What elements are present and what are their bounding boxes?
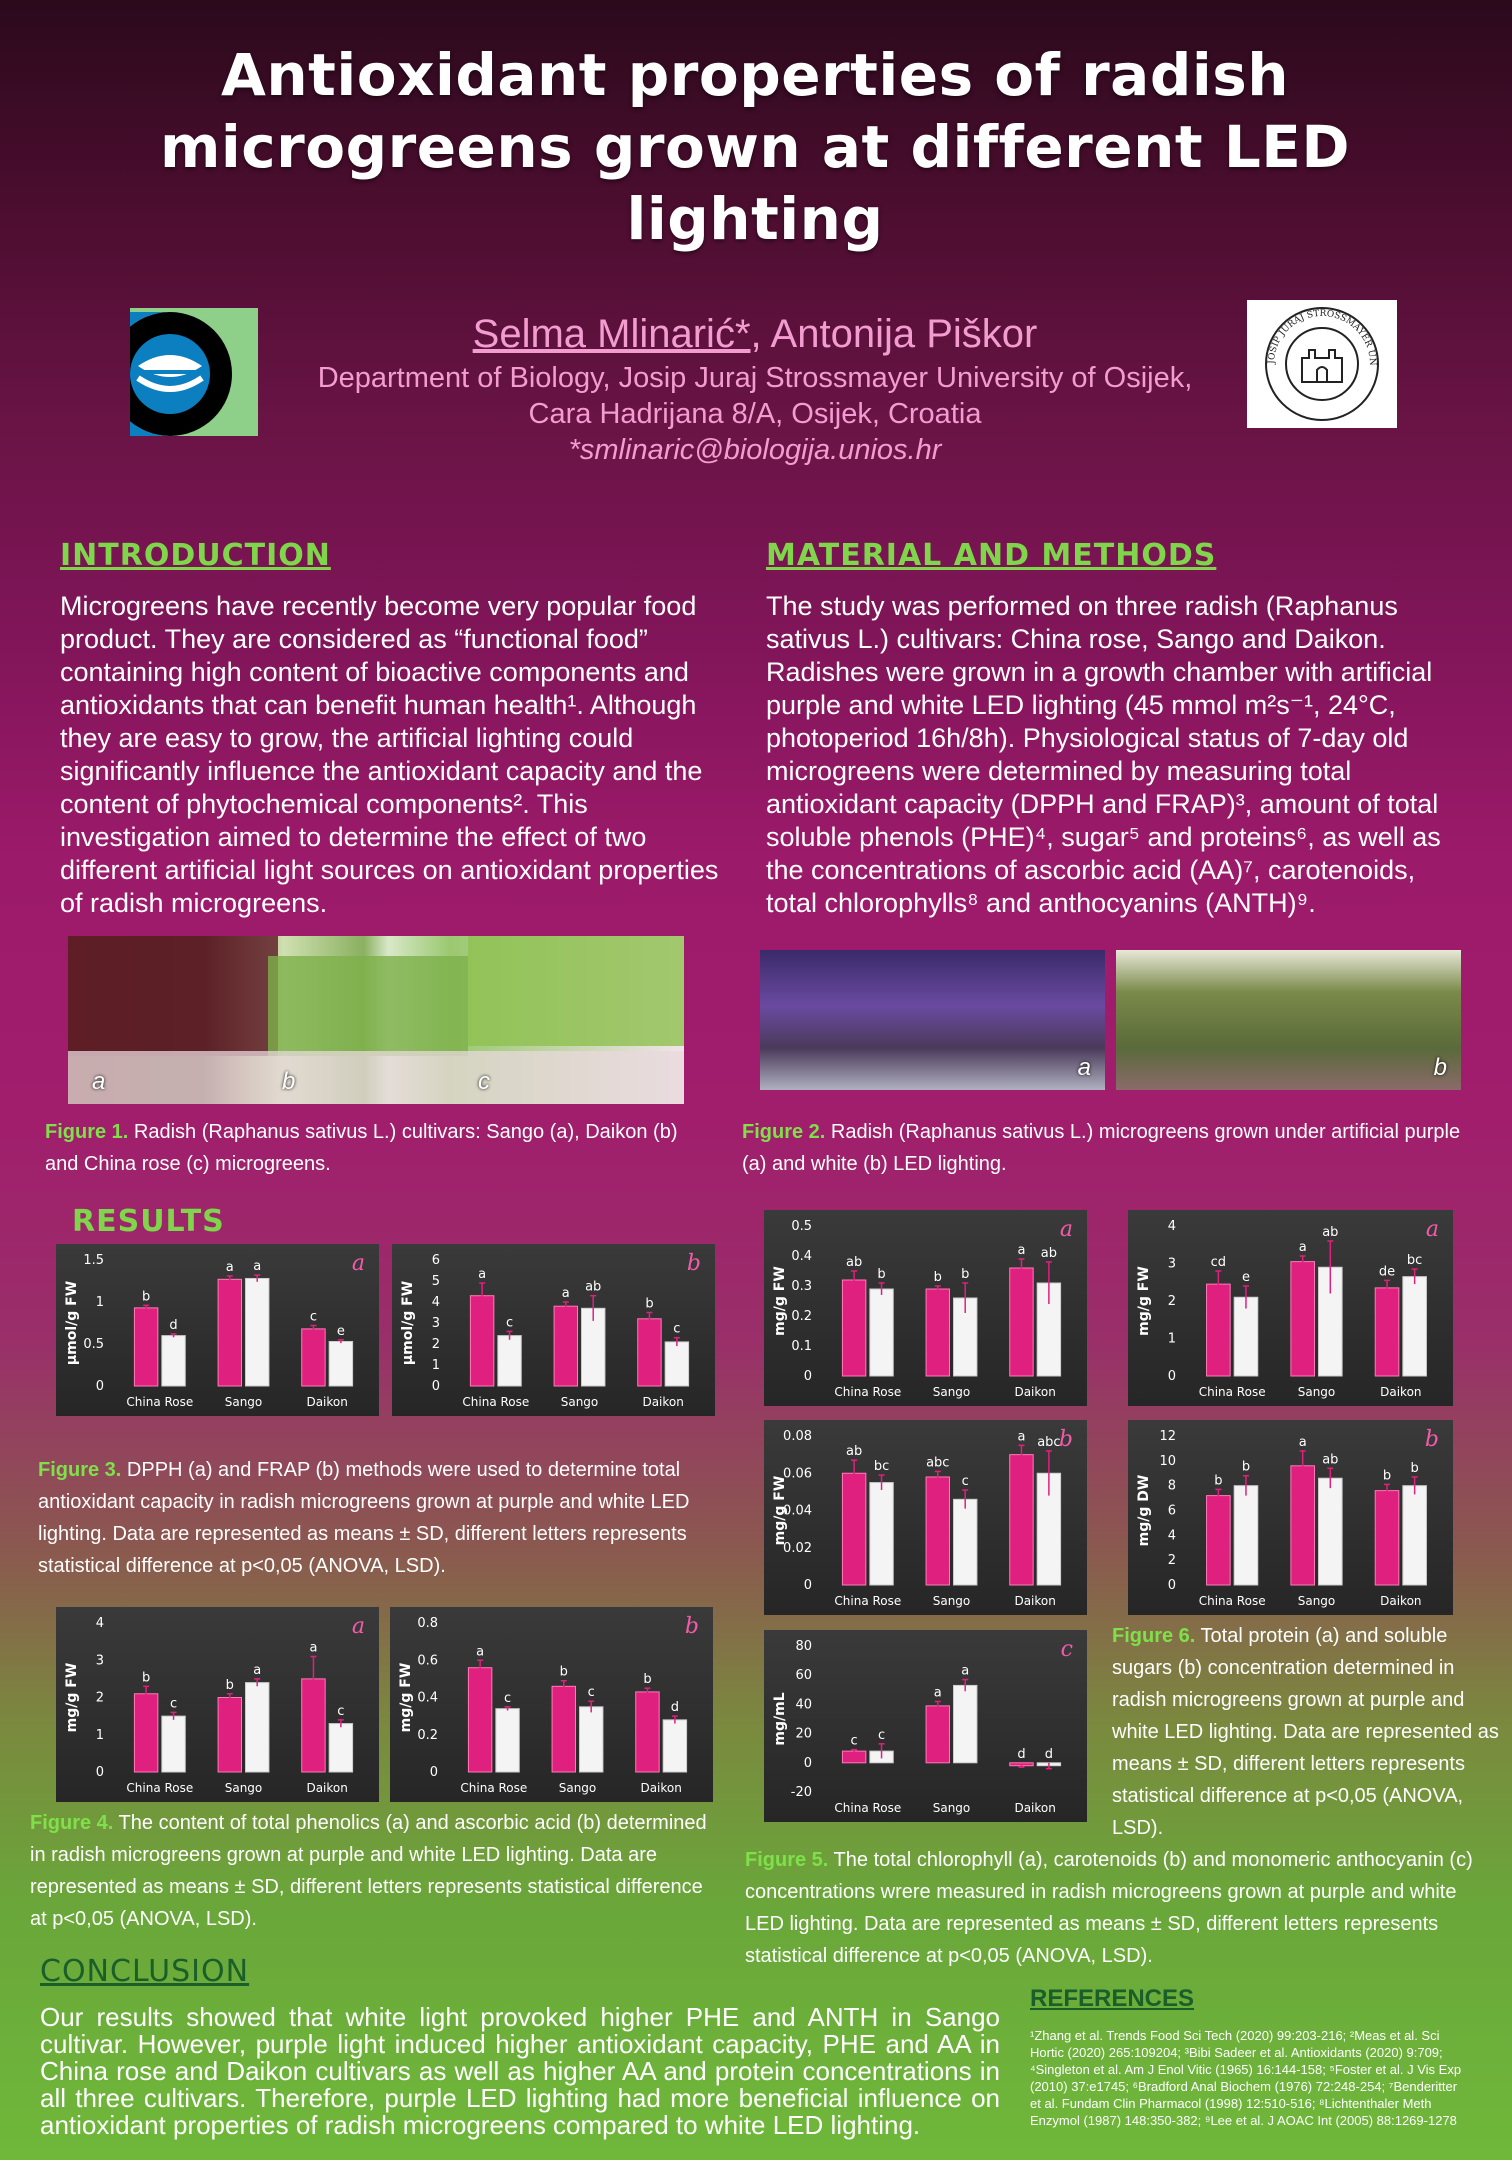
x-tick-label: Daikon <box>1014 1801 1056 1815</box>
x-tick-label: Sango <box>558 1781 597 1795</box>
bar <box>580 1707 603 1772</box>
y-tick-label: 3 <box>95 1653 104 1669</box>
y-tick-label: 0 <box>431 1379 440 1394</box>
y-tick-label: 8 <box>1167 1478 1176 1494</box>
y-axis-label: mg/g FW <box>1136 1266 1152 1336</box>
figure4-caption: Figure 4. The content of total phenolics (a) and ascorbic acid (b) determined in radish microgreens grown at purple and white LED lighting. Data are represented as means ± SD, different letters represents statistical difference at p<0,05 (ANOVA, LSD). <box>30 1812 707 1930</box>
significance-letter: c <box>169 1696 178 1712</box>
y-tick-label: 0 <box>95 1765 104 1780</box>
x-tick-label: China Rose <box>834 1385 902 1399</box>
significance-letter: b <box>645 1296 654 1312</box>
significance-letter: a <box>476 1644 485 1660</box>
y-axis-label: µmol/g FW <box>64 1280 80 1366</box>
bar <box>842 1473 865 1585</box>
significance-letter: c <box>503 1690 512 1706</box>
y-tick-label: 40 <box>795 1697 812 1713</box>
bar <box>1375 1491 1399 1585</box>
bar <box>870 1483 893 1585</box>
chart-svg <box>390 1607 713 1802</box>
significance-letter: a <box>933 1685 942 1701</box>
bar <box>1403 1486 1427 1585</box>
photo-label-b: b <box>282 1068 296 1095</box>
x-tick-label: Daikon <box>306 1395 348 1409</box>
bar <box>218 1279 241 1386</box>
bar <box>1010 1455 1033 1585</box>
bar <box>552 1686 575 1772</box>
panel-letter: b <box>1058 1427 1073 1452</box>
y-tick-label: 0.08 <box>783 1429 812 1444</box>
significance-letter: d <box>1044 1746 1054 1762</box>
introduction-heading: INTRODUCTION <box>60 538 331 573</box>
chart-svg <box>764 1420 1087 1615</box>
x-tick-label: Daikon <box>1380 1385 1422 1399</box>
significance-letter: bc <box>873 1459 890 1475</box>
significance-letter: b <box>559 1664 568 1680</box>
significance-letter: ab <box>846 1444 863 1460</box>
panel-letter: a <box>351 1251 365 1276</box>
significance-letter: b <box>1241 1459 1251 1475</box>
x-tick-label: Daikon <box>642 1395 684 1409</box>
panel-letter: b <box>1424 1427 1439 1452</box>
bar <box>636 1692 659 1772</box>
photo-label-b: b <box>1433 1054 1447 1081</box>
significance-letter: a <box>309 1640 318 1656</box>
co-author: , Antonija Piškor <box>750 312 1038 356</box>
y-tick-label: 1 <box>431 1358 440 1373</box>
y-tick-label: 2 <box>431 1337 440 1352</box>
y-axis-label: mg/g FW <box>398 1662 414 1733</box>
y-tick-label: 0.2 <box>417 1727 438 1743</box>
authors <box>300 312 1210 357</box>
significance-letter: b <box>933 1270 942 1285</box>
x-tick-label: Sango <box>932 1801 971 1815</box>
y-tick-label: 3 <box>1167 1256 1176 1272</box>
y-tick-label: 60 <box>795 1668 812 1684</box>
affiliation-line-1: Department of Biology, Josip Juraj Strossmayer University of Osijek, <box>317 362 1193 394</box>
methods-text: The study was performed on three radish (Raphanus sativus L.) cultivars: China rose, Sango and Daikon. Radishes were grown in a growth chamber with artificial purple and white LED lighting (45 mmol m²s⁻¹, 24°C, photoperiod 16h/8h). Physiological status of 7-day old microgreens were determined by measuring total antioxidant capacity (DPPH and FRAP)³, amount of total soluble phenols (PHE)⁴, sugar⁵ and proteins⁶, as well as the concentrations of ascorbic acid (AA)⁷, carotenoids, total chlorophylls⁸ and anthocyanins (ANTH)⁹. <box>766 591 1441 918</box>
photo-label-c: c <box>478 1068 490 1095</box>
bar <box>162 1336 185 1386</box>
significance-letter: c <box>850 1733 858 1749</box>
figure1-photo <box>68 936 684 1104</box>
contact-email[interactable]: *smlinaric@biologija.unios.hr <box>568 434 942 466</box>
x-tick-label: Daikon <box>306 1781 348 1795</box>
chart-ascorbic-acid <box>390 1607 713 1802</box>
significance-letter: c <box>337 1703 345 1719</box>
x-tick-label: Daikon <box>640 1781 682 1795</box>
bar <box>1319 1478 1343 1585</box>
significance-letter: a <box>225 1259 234 1275</box>
bar <box>954 1685 977 1762</box>
chart-svg <box>764 1210 1087 1406</box>
bar <box>663 1720 686 1772</box>
photo-label-a: a <box>92 1068 106 1095</box>
conclusion-text: Our results showed that white light provoked higher PHE and ANTH in Sango cultivar. However, purple light induced higher antioxidant capacity, PHE and AA in China rose and Daikon cultivars as well as higher AA and protein concentrations in all three cultivars. Therefore, purple LED lighting had more beneficial influence on antioxidant properties of radish microgreens compared to white LED lighting. <box>40 2002 1000 2140</box>
y-axis-label: mg/g FW <box>64 1662 80 1733</box>
bar <box>870 1289 893 1376</box>
y-tick-label: 0.6 <box>417 1653 438 1669</box>
photo-label-a: a <box>1077 1054 1091 1081</box>
figure1-caption: Figure 1. Radish (Raphanus sativus L.) cultivars: Sango (a), Daikon (b) and China rose (c) microgreens. <box>45 1121 678 1175</box>
bar <box>1375 1288 1399 1376</box>
x-tick-label: Daikon <box>1014 1594 1056 1608</box>
chart-chlorophyll <box>764 1210 1087 1406</box>
panel-letter: c <box>1060 1637 1073 1662</box>
figure3-caption: Figure 3. DPPH (a) and FRAP (b) methods were used to determine total antioxidant capacity in radish microgreens grown at purple and white LED lighting. Data are represented as means ± SD, different letters represents statistical difference at p<0,05 (ANOVA, LSD). <box>38 1459 690 1577</box>
x-tick-label: Sango <box>1297 1385 1336 1399</box>
x-tick-label: China Rose <box>1198 1385 1266 1399</box>
y-tick-label: 6 <box>431 1253 440 1268</box>
significance-letter: d <box>670 1700 680 1716</box>
x-tick-label: Sango <box>560 1395 599 1409</box>
panel-letter: a <box>1059 1217 1073 1242</box>
significance-letter: c <box>309 1309 318 1325</box>
y-axis-label: mg/g FW <box>772 1266 788 1336</box>
x-tick-label: Sango <box>932 1594 971 1608</box>
y-tick-label: 0.04 <box>783 1503 812 1519</box>
university-seal-logo <box>1247 300 1397 428</box>
x-tick-label: Daikon <box>1014 1385 1056 1399</box>
chart-svg <box>1128 1210 1453 1406</box>
methods-heading: MATERIAL AND METHODS <box>766 538 1217 573</box>
y-tick-label: 0.4 <box>791 1249 812 1264</box>
significance-letter: a <box>1017 1429 1026 1445</box>
significance-letter: b <box>225 1677 234 1693</box>
x-tick-label: Sango <box>1297 1594 1336 1608</box>
x-tick-label: China Rose <box>834 1801 902 1815</box>
bar <box>218 1698 241 1773</box>
figure2-photo-white <box>1116 950 1461 1090</box>
poster-title: Antioxidant properties of radish microgreens grown at different LED lighting <box>159 41 1351 253</box>
y-tick-label: 1.5 <box>83 1253 104 1268</box>
significance-letter: a <box>253 1662 262 1678</box>
y-tick-label: 80 <box>795 1639 812 1654</box>
y-tick-label: 0 <box>1167 1369 1176 1384</box>
significance-letter: c <box>877 1727 886 1743</box>
figure6-caption: Figure 6. Total protein (a) and soluble sugars (b) concentration determined in radish microgreens grown at purple and white LED lighting. Data are represented as means ± SD, different letters represents statistical difference at p<0,05 (ANOVA, LSD). <box>1112 1625 1499 1839</box>
panel-letter: a <box>351 1614 365 1639</box>
seal-text: JOSIP JURAJ STROSSMAYER UN <box>1266 308 1378 366</box>
y-axis-label: mg/mL <box>772 1692 788 1746</box>
affiliation-line-2: Cara Hadrijana 8/A, Osijek, Croatia <box>528 398 982 430</box>
bar <box>134 1694 157 1772</box>
y-tick-label: 0 <box>1167 1578 1176 1593</box>
first-author[interactable]: Selma Mlinarić* <box>472 312 751 356</box>
bar <box>1207 1496 1231 1585</box>
significance-letter: b <box>1214 1473 1223 1489</box>
y-tick-label: 1 <box>1167 1331 1176 1347</box>
bar <box>162 1716 185 1772</box>
significance-letter: a <box>1017 1243 1026 1258</box>
bar <box>926 1706 949 1763</box>
bar <box>665 1342 688 1386</box>
x-tick-label: China Rose <box>1198 1594 1266 1608</box>
figure2-photo-purple <box>760 950 1105 1090</box>
bar <box>554 1306 577 1386</box>
significance-letter: b <box>141 1289 151 1305</box>
figure2-caption: Figure 2. Radish (Raphanus sativus L.) microgreens grown under artificial purple (a) and white (b) LED lighting. <box>742 1121 1461 1175</box>
chart-protein <box>1128 1210 1453 1406</box>
bar <box>1234 1486 1258 1585</box>
references-text: ¹Zhang et al. Trends Food Sci Tech (2020) 99:203-216; ²Meas et al. Sci Hortic (2020) 265:109204; ³Bibi Sadeer et al. Antioxidants (2020) 9:709; ⁴Singleton et al. Am J Enol Vitic (1965) 16:144-158; ⁵Foster et al. J Vis Exp (2010) 37:e1745; ⁶Bradford Anal Biochem (1976) 72:248-254; ⁷Benderitter et al. Fundam Clin Pharmacol (1998) 12:510-516; ⁸Lichtenthaler Meth Enzymol (1987) 148:350-382; ⁹Lee et al. J AOAC Int (2005) 88:1269-1278 <box>1030 2028 1462 2128</box>
bar <box>638 1319 661 1386</box>
chart-frap <box>392 1244 715 1416</box>
y-tick-label: 0 <box>803 1369 812 1384</box>
chart-svg <box>56 1244 379 1416</box>
y-tick-label: 1 <box>95 1727 104 1743</box>
bar <box>1291 1262 1315 1376</box>
y-tick-label: 5 <box>431 1274 440 1289</box>
y-axis-label: mg/g FW <box>772 1475 788 1546</box>
bar <box>1403 1277 1427 1376</box>
significance-letter: a <box>561 1286 570 1301</box>
y-tick-label: 4 <box>431 1295 440 1310</box>
bar <box>498 1336 521 1386</box>
bar <box>468 1668 491 1772</box>
bar <box>1207 1284 1231 1376</box>
bar <box>246 1278 269 1386</box>
bar <box>496 1709 519 1772</box>
y-tick-label: 0 <box>95 1379 104 1394</box>
bar <box>329 1724 352 1772</box>
y-tick-label: 0.2 <box>791 1309 812 1324</box>
significance-letter: ab <box>585 1279 602 1295</box>
y-tick-label: 0.8 <box>417 1616 438 1631</box>
significance-letter: b <box>1382 1468 1392 1484</box>
significance-letter: de <box>1378 1264 1396 1280</box>
significance-letter: abc <box>1037 1434 1061 1450</box>
panel-letter: b <box>684 1614 699 1639</box>
y-tick-label: -20 <box>790 1785 812 1800</box>
y-tick-label: 0.4 <box>417 1690 438 1706</box>
y-tick-label: 0.5 <box>791 1219 812 1234</box>
significance-letter: b <box>643 1672 652 1688</box>
y-tick-label: 1 <box>95 1295 104 1310</box>
y-tick-label: 0 <box>803 1578 812 1593</box>
y-tick-label: 2 <box>1167 1553 1176 1569</box>
y-axis-label: mg/g DW <box>1136 1474 1152 1547</box>
conclusion-heading: CONCLUSION <box>40 1954 250 1989</box>
significance-letter: a <box>478 1267 487 1283</box>
y-tick-label: 0.1 <box>791 1339 812 1354</box>
significance-letter: ab <box>1040 1246 1057 1261</box>
bar <box>1234 1297 1258 1376</box>
chart-dpph <box>56 1244 379 1416</box>
significance-letter: d <box>1017 1746 1026 1762</box>
bar <box>1291 1466 1315 1585</box>
significance-letter: e <box>336 1323 345 1339</box>
y-tick-label: 4 <box>95 1616 104 1631</box>
chart-phenolics <box>56 1607 379 1802</box>
significance-letter: b <box>141 1670 151 1686</box>
bar <box>926 1289 949 1376</box>
x-tick-label: China Rose <box>126 1395 194 1409</box>
bar <box>842 1280 865 1376</box>
significance-letter: d <box>169 1317 178 1333</box>
panel-letter: b <box>686 1251 701 1276</box>
significance-letter: b <box>961 1267 970 1282</box>
figure5-caption: Figure 5. The total chlorophyll (a), carotenoids (b) and monomeric anthocyanin (c) concentrations wrere measured in radish microgreens grown at purple and white LED lighting. Data are represented as means ± SD, different letters represents statistical difference at p<0,05 (ANOVA, LSD). <box>745 1849 1473 1967</box>
x-tick-label: China Rose <box>126 1781 194 1795</box>
significance-letter: a <box>253 1259 262 1275</box>
bar <box>926 1477 949 1585</box>
significance-letter: a <box>1298 1240 1307 1255</box>
chart-svg <box>764 1630 1087 1822</box>
chart-carotenoids <box>764 1420 1087 1615</box>
y-tick-label: 4 <box>1167 1528 1176 1544</box>
significance-letter: ab <box>846 1255 863 1270</box>
chart-svg <box>56 1607 379 1802</box>
significance-letter: c <box>587 1685 595 1701</box>
y-tick-label: 3 <box>431 1316 440 1331</box>
x-tick-label: China Rose <box>460 1781 528 1795</box>
x-tick-label: China Rose <box>462 1395 530 1409</box>
significance-letter: ab <box>1322 1225 1339 1240</box>
y-tick-label: 0 <box>803 1755 812 1771</box>
panel-letter: a <box>1425 1217 1439 1242</box>
bar <box>134 1308 157 1386</box>
y-tick-label: 0.02 <box>783 1540 812 1556</box>
y-tick-label: 0.06 <box>783 1466 812 1482</box>
results-heading: RESULTS <box>72 1204 225 1239</box>
x-tick-label: Sango <box>224 1781 263 1795</box>
significance-letter: a <box>1298 1434 1307 1450</box>
significance-letter: ab <box>1322 1452 1339 1468</box>
bar <box>246 1683 269 1772</box>
chart-anthocyanin <box>764 1630 1087 1822</box>
y-tick-label: 0.5 <box>83 1337 104 1352</box>
chart-svg <box>1128 1420 1453 1615</box>
y-tick-label: 0 <box>429 1765 438 1780</box>
y-axis-label: µmol/g FW <box>400 1280 416 1366</box>
y-tick-label: 4 <box>1167 1219 1176 1234</box>
x-tick-label: Daikon <box>1380 1594 1422 1608</box>
bar <box>842 1751 865 1763</box>
department-logo <box>130 308 258 436</box>
significance-letter: abc <box>926 1455 950 1471</box>
x-tick-label: Sango <box>932 1385 971 1399</box>
x-tick-label: Sango <box>224 1395 263 1409</box>
y-tick-label: 2 <box>95 1690 104 1706</box>
y-tick-label: 2 <box>1167 1294 1176 1309</box>
significance-letter: e <box>1241 1270 1250 1285</box>
significance-letter: c <box>673 1321 681 1337</box>
significance-letter: cd <box>1210 1255 1227 1270</box>
significance-letter: a <box>961 1663 970 1679</box>
introduction-text: Microgreens have recently become very popular food product. They are considered as “functional food” containing high content of bioactive components and antioxidants that can benefit human health¹. Although they are easy to grow, the artificial lighting could significantly influence the antioxidant capacity and the content of phytochemical components². This investigation aimed to determine the effect of two different artificial light sources on antioxidant properties of radish microgreens. <box>60 591 719 918</box>
y-tick-label: 0.3 <box>791 1279 812 1294</box>
chart-sugars <box>1128 1420 1453 1615</box>
bar <box>470 1296 493 1386</box>
significance-letter: bc <box>1406 1253 1423 1269</box>
x-tick-label: China Rose <box>834 1594 902 1608</box>
significance-letter: c <box>961 1474 969 1490</box>
bar <box>1010 1268 1033 1376</box>
y-tick-label: 20 <box>795 1726 812 1742</box>
references-heading: REFERENCES <box>1030 1985 1195 2012</box>
y-tick-label: 6 <box>1167 1503 1176 1519</box>
significance-letter: b <box>877 1267 886 1282</box>
bar <box>329 1341 352 1386</box>
y-tick-label: 10 <box>1159 1453 1176 1469</box>
significance-letter: b <box>1410 1460 1419 1476</box>
bar <box>302 1329 325 1386</box>
chart-svg <box>392 1244 715 1416</box>
bar <box>954 1499 977 1585</box>
significance-letter: c <box>505 1315 514 1331</box>
y-tick-label: 12 <box>1159 1429 1176 1444</box>
